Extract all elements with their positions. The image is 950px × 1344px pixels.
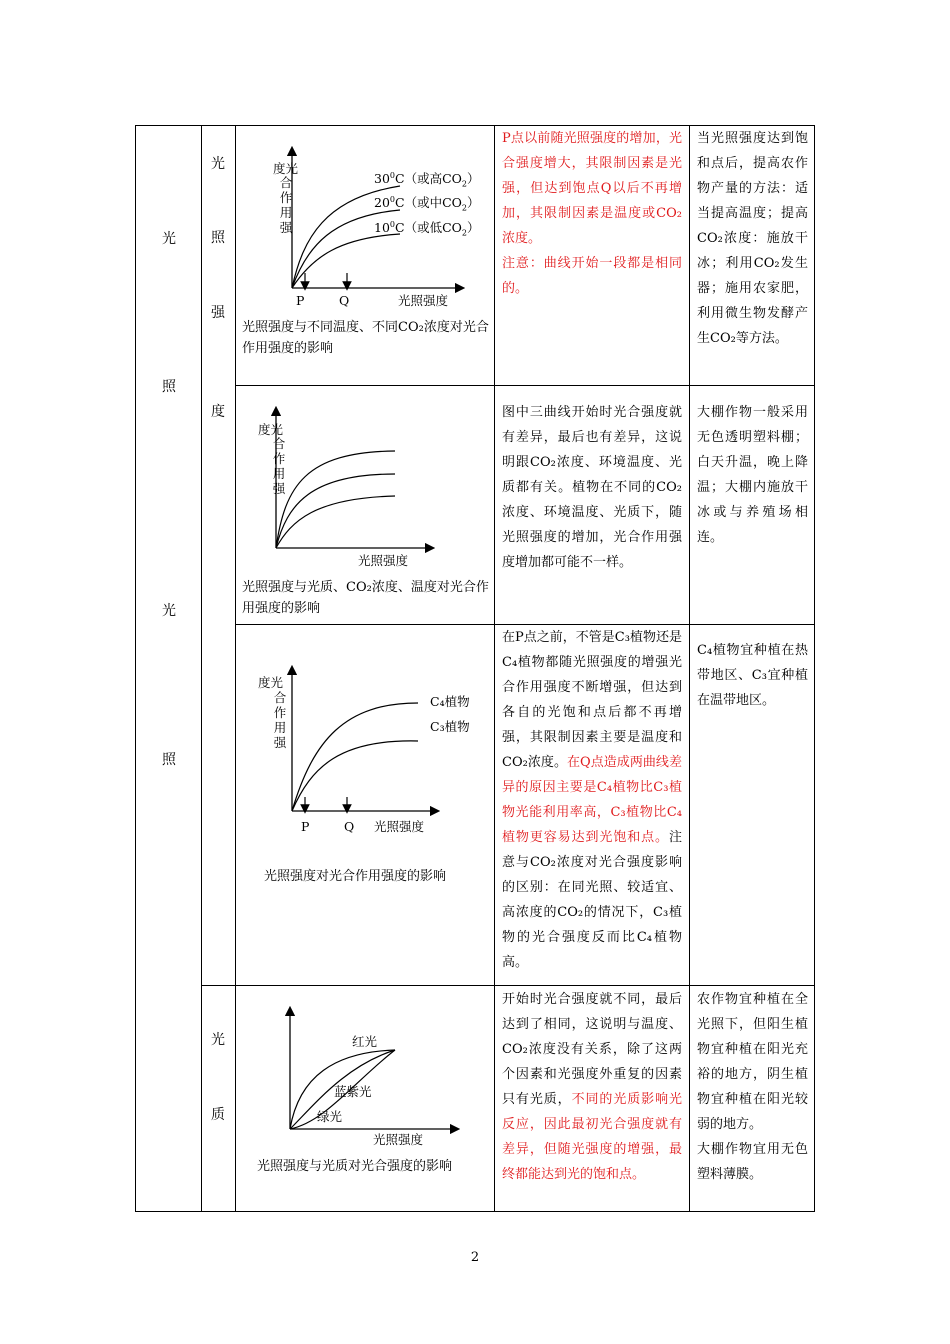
p-point-label: P xyxy=(296,293,305,308)
application-text: 大棚作物一般采用无色透明塑料棚；白天升温，晚上降温；大棚内施放干冰或与养殖场相连。 xyxy=(697,405,808,545)
page-number: 2 xyxy=(470,1250,480,1265)
sub-label: 光 xyxy=(211,156,225,172)
analysis-text: 在P点之前，不管是C₃植物还是C₄植物都随光照强度的增强光合作用强度不断增强，但达到各自的光饱和点后都不再增强，其限制因素主要是温度和CO₂浓度。在Q点造成两曲线差异的原因主要是C₄植物比C₃植物光能利用率高，C₃植物比C₄植物更容易达到光饱和点。注意与CO₂浓度对光合强度影响的区别：在同光照、较适宜、高浓度的CO₂的情况下，C₃植物的光合强度反而比C₄植物高。 xyxy=(502,630,682,970)
x-axis-label: 光照强度 xyxy=(358,553,409,568)
sub-label: 光 xyxy=(211,1032,225,1048)
divider xyxy=(201,126,202,1211)
y-axis-label: 合 作 用 强 xyxy=(273,690,287,750)
curve-label: $30^0C$（或高$CO_2$） xyxy=(374,171,480,189)
curve-graph xyxy=(235,386,475,566)
analysis-text: P点以前随光照强度的增加，光合强度增大，其限制因素是光强，但达到饱点Q以后不再增加，其限制因素是温度或CO₂浓度。 注意：曲线开始一段都是相同的。 xyxy=(502,131,682,296)
y-axis-label: 度光 xyxy=(258,422,284,437)
curve-label: $20^0C$（或中$CO_2$） xyxy=(374,195,480,213)
divider xyxy=(689,126,690,1211)
c4-curve-label: C₄植物 xyxy=(430,694,470,709)
p-point-label: P xyxy=(301,819,310,834)
analysis-text: 开始时光合强度就不同，最后达到了相同，这说明与温度、CO₂浓度没有关系，除了这两个因素和光强度外重复的因素只有光质，不同的光质影响光反应，因此最初光合强度就有差异，但随光强度的增强，最终都能达到光的饱和点。 xyxy=(502,992,682,1182)
outer-label: 照 xyxy=(162,379,176,395)
x-axis-label: 光照强度 xyxy=(373,1132,424,1147)
outer-label: 照 xyxy=(162,752,176,768)
diagram-caption: 光照强度对光合作用强度的影响 xyxy=(264,869,447,884)
sub-label: 质 xyxy=(211,1107,225,1123)
sub-label: 强 xyxy=(211,305,225,321)
x-axis-label: 光照强度 xyxy=(398,293,449,308)
divider xyxy=(494,126,495,1211)
red-light-label: 红光 xyxy=(352,1034,378,1049)
green-light-label: 绿光 xyxy=(317,1109,343,1124)
blue-violet-label: 蓝紫光 xyxy=(334,1084,372,1099)
curve-label: $10^0C$（或低$CO_2$） xyxy=(374,220,480,238)
y-axis-label: 合 作 用 强 xyxy=(279,175,293,235)
curve-graph xyxy=(235,986,475,1146)
x-axis-label: 光照强度 xyxy=(374,819,425,834)
application-text: C₄植物宜种植在热带地区、C₃宜种植在温带地区。 xyxy=(697,643,808,708)
y-axis-label: 合 作 用 强 xyxy=(272,436,286,496)
sub-label: 度 xyxy=(211,404,225,420)
outer-label: 光 xyxy=(162,231,176,247)
outer-label: 光 xyxy=(162,603,176,619)
diagram-caption: 光照强度与光质对光合强度的影响 xyxy=(257,1159,453,1174)
sub-label: 照 xyxy=(211,230,225,246)
application-text: 农作物宜种植在全光照下，但阳生植物宜种植在阳光充裕的地方，阴生植物宜种植在阳光较弱的地方。 大棚作物宜用无色塑料薄膜。 xyxy=(697,992,808,1182)
c3-curve-label: C₃植物 xyxy=(430,719,470,734)
q-point-label: Q xyxy=(339,293,350,308)
application-text: 当光照强度达到饱和点后，提高农作物产量的方法：适当提高温度；提高CO₂浓度：施放干冰；利用CO₂发生器；施用农家肥，利用微生物发酵产生CO₂等方法。 xyxy=(697,131,808,346)
diagram-caption: 光照强度与不同温度、不同CO₂浓度对光合作用强度的影响 xyxy=(242,320,489,356)
analysis-text: 图中三曲线开始时光合强度就有差异，最后也有差异，这说明跟CO₂浓度、环境温度、光质都有关。植物在不同的CO₂浓度、环境温度、光质下，随光照强度的增加，光合作用强度增加都可能不一样。 xyxy=(502,405,682,570)
diagram-caption: 光照强度与光质、CO₂浓度、温度对光合作用强度的影响 xyxy=(242,580,489,616)
content-table xyxy=(135,125,815,1212)
y-axis-label: 度光 xyxy=(273,161,299,176)
y-axis-label: 度光 xyxy=(258,675,284,690)
q-point-label: Q xyxy=(344,819,355,834)
